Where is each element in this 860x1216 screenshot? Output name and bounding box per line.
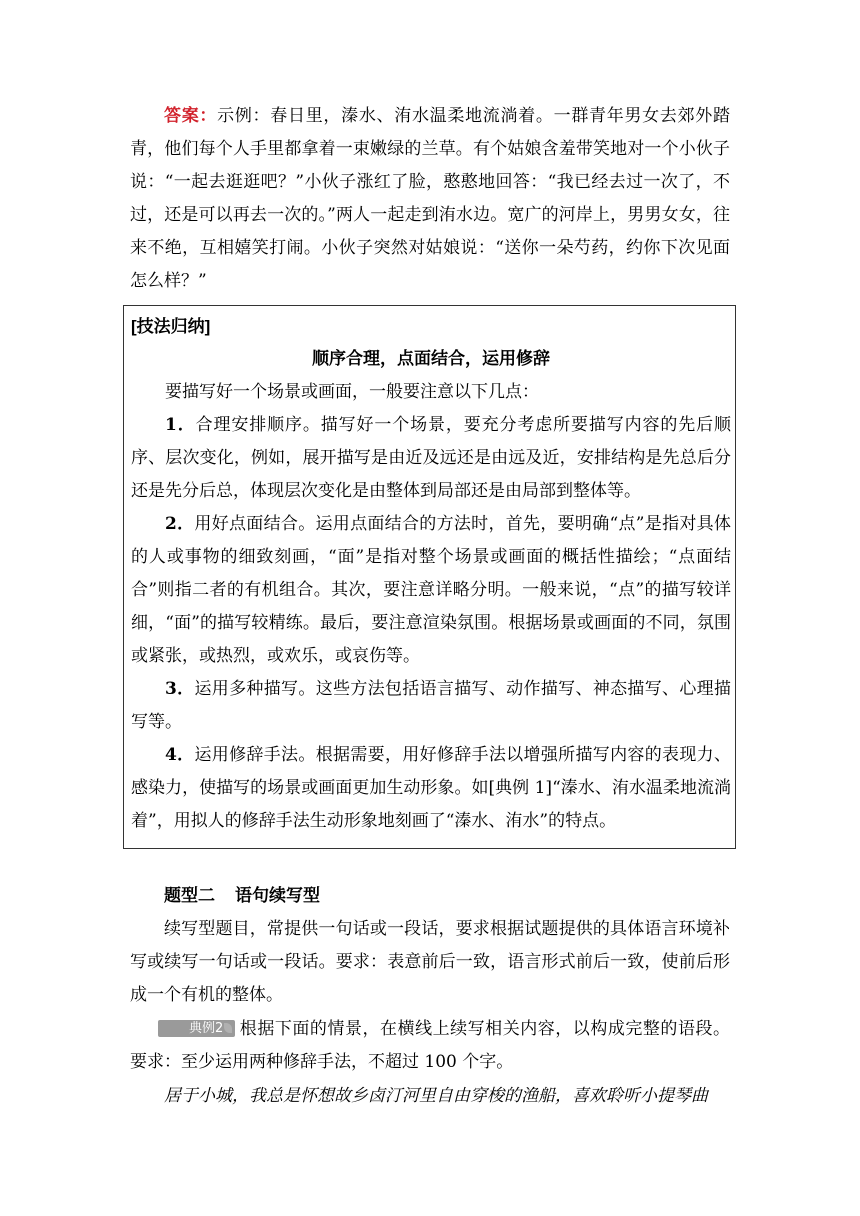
summary-point-1 bbox=[131, 409, 731, 508]
point-text: 合理安排顺序。描写好一个场景，要充分考虑所要描写内容的先后顺序、层次变化，例如，展开描写是由近及远还是由远及近，安排结构是先总后分还是先分后总，体现层次变化是由整体到局部还是由局部到整体等。 bbox=[131, 415, 731, 501]
section-heading-name: 语句续写型 bbox=[235, 886, 320, 906]
section-heading-number: 题型二 bbox=[164, 886, 215, 906]
answer-paragraph bbox=[130, 100, 730, 298]
summary-point-3 bbox=[131, 673, 731, 739]
section-heading bbox=[164, 880, 320, 913]
point-text: 运用修辞手法。根据需要，用好修辞手法以增强所描写内容的表现力、感染力，使描写的场景或画面更加生动形象。如[典例 1]“溱水、洧水温柔地流淌着”，用拟人的修辞手法生动形象地刻画了“溱水、洧水”的特点。 bbox=[131, 745, 731, 831]
answer-label: 答案： bbox=[164, 106, 218, 126]
point-text: 用好点面结合。运用点面结合的方法时，首先，要明确“点”是指对具体的人或事物的细致刻画，“面”是指对整个场景或画面的概括性描绘；“点面结合”则指二者的有机组合。其次，要注意详略分明。一般来说，“点”的描写较详细，“面”的描写较精练。最后，要注意渲染氛围。根据场景或画面的不同，氛围或紧张，或热烈，或欢乐，或哀伤等。 bbox=[131, 514, 731, 666]
summary-tag: [技法归纳] bbox=[131, 317, 211, 336]
summary-point-4 bbox=[131, 739, 731, 838]
leaf-icon bbox=[224, 1023, 232, 1033]
point-number: 3． bbox=[165, 679, 195, 699]
summary-intro: 要描写好一个场景或画面，一般要注意以下几点： bbox=[165, 382, 539, 402]
example-passage: 居于小城，我总是怀想故乡卤汀河里自由穿梭的渔船，喜欢聆听小提琴曲 bbox=[164, 1086, 708, 1106]
point-number: 1． bbox=[165, 415, 196, 435]
section-description: 续写型题目，常提供一句话或一段话，要求根据试题提供的具体语言环境补写或续写一句话或一段话。要求：表意前后一致，语言形式前后一致，使前后形成一个有机的整体。 bbox=[130, 919, 730, 1005]
summary-title: 顺序合理，点面结合，运用修辞 bbox=[312, 349, 550, 369]
example-badge-label: 典例2 bbox=[189, 1021, 224, 1036]
example-badge bbox=[158, 1020, 235, 1037]
technique-summary-box bbox=[123, 305, 736, 849]
example-paragraph bbox=[130, 1013, 730, 1079]
point-number: 4． bbox=[165, 745, 195, 765]
summary-point-2 bbox=[131, 508, 731, 673]
point-number: 2． bbox=[165, 514, 195, 534]
point-text: 运用多种描写。这些方法包括语言描写、动作描写、神态描写、心理描写等。 bbox=[131, 679, 731, 732]
example-text: 根据下面的情景，在横线上续写相关内容，以构成完整的语段。要求：至少运用两种修辞手法，不超过 100 个字。 bbox=[130, 1019, 730, 1072]
answer-text: 示例：春日里，溱水、洧水温柔地流淌着。一群青年男女去郊外踏青，他们每个人手里都拿着一束嫩绿的兰草。有个姑娘含羞带笑地对一个小伙子说：“一起去逛逛吧？”小伙子涨红了脸，憨憨地回答：“我已经去过一次了，不过，还是可以再去一次的。”两人一起走到洧水边。宽广的河岸上，男男女女，往来不绝，互相嬉笑打闹。小伙子突然对姑娘说：“送你一朵芍药，约你下次见面怎么样？” bbox=[130, 106, 731, 291]
